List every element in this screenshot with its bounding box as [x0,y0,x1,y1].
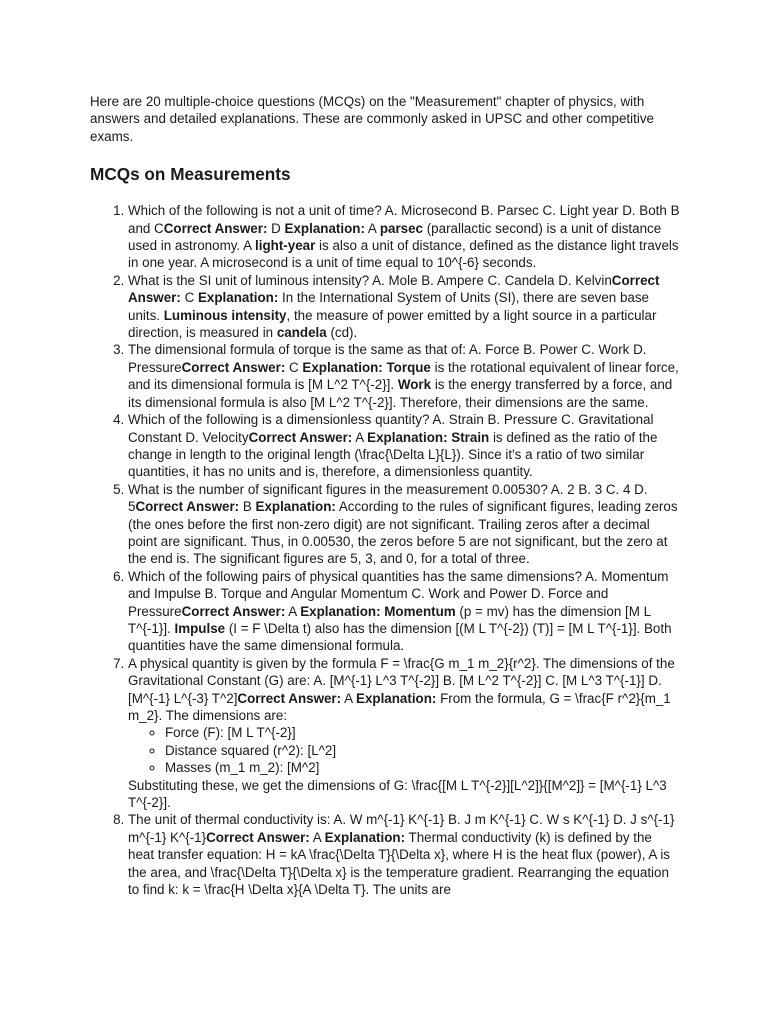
correct-answer-value: A [352,429,368,445]
section-heading: MCQs on Measurements [90,164,291,185]
explanation-text: In the International System of Units (SI), there are seven base units. [128,290,649,323]
correct-answer-value: A [341,690,357,706]
explanation-label: Explanation: [255,499,336,515]
correct-answer-label: Correct Answer: [128,272,660,306]
question-item [128,411,680,481]
keyword: light-year [255,238,316,254]
question-text: Which of the following pairs of physical quantities has the same dimensions? A. Momentum and Impulse B. Torque and Angular Momentum C. Work and Power D. Force and Pressure [128,568,669,619]
explanation-text: Thermal conductivity (k) is defined by the heat transfer equation: H = kA \frac{\Delta T}{\Delta x}, where H is the heat flux (power), A is the area, and \frac{\Delta T}{\Delta x} is the temperature gradient. Rearranging the equation to find k: k = \frac{H \Delta x}{A \Delta T}. The units are [128,829,670,898]
correct-answer-label: Correct Answer: [163,220,268,236]
correct-answer-value: C [180,290,198,306]
sub-list-item: ◦ Distance squared (r^2): [L^2] [165,742,680,759]
question-text: What is the number of significant figures in the measurement 0.00530? A. 2 B. 3 C. 4 D. 5 [128,481,648,515]
question-item [128,481,680,568]
explanation-text: , the measure of power emitted by a light source in a particular direction, is measured in [128,307,657,341]
question-item [128,568,680,655]
question-item [128,655,680,812]
question-text: The dimensional formula of torque is the same as that of: A. Force B. Power C. Work D. Pressure [128,342,647,375]
explanation-text: is the energy transferred by a force, and its dimensional formula is also [M L^2 T^{-2}]. Therefore, their dimensions are the same. [128,377,673,410]
correct-answer-label: Correct Answer: [135,499,240,515]
explanation-label: Explanation: [356,690,437,706]
question-text: The unit of thermal conductivity is: A. W m^{-1} K^{-1} B. J m K^{-1} C. W s K^{-1} D. J s^{-1} m^{-1} K^{-1} [128,812,675,845]
sub-list [128,724,680,776]
correct-answer-label: Correct Answer: [248,429,353,445]
question-text: A physical quantity is given by the formula F = \frac{G m_1 m_2}{r^2}. The dimensions of the Gravitational Constant (G) are: A. [M^{-1} L^3 T^{-2}] B. [M L^2 T^{-2}] C. [M L^3 T^{-1}] D. [M^{-1} L^{-3} T^2] [128,655,675,706]
question-item [128,202,680,272]
explanation-text: is defined as the ratio of the change in length to the original length (\frac{\Delta L}{L}). Since it's a ratio of two similar quantities, it has no units and is, therefore, a dimensionless quantity. [128,429,658,480]
keyword: parsec [379,220,423,236]
keyword: Momentum [384,603,456,619]
explanation-continuation: Substituting these, we get the dimensions of G: \frac{[M L T^{-2}][L^2]}{[M^2]} = [M^{-1} L^3 T^{-2}]. [128,777,667,811]
mcq-list [90,202,680,898]
explanation-label: Explanation: [300,603,381,619]
explanation-text: is the rotational equivalent of linear force, and its dimensional formula is [M L^2 T^{-2}]. [128,359,679,393]
correct-answer-label: Correct Answer: [237,690,342,706]
question-item [128,341,680,411]
keyword: Luminous intensity [163,307,287,323]
correct-answer-label: Correct Answer: [206,829,310,845]
sub-list-item: ◦ Force (F): [M L T^{-2}] [165,724,680,741]
explanation-text: (cd). [326,325,358,341]
correct-answer-value: D [267,220,285,236]
question-text: Which of the following is a dimensionless quantity? A. Strain B. Pressure C. Gravitational Constant D. Velocity [128,412,654,445]
keyword: Work [397,377,432,393]
intro-paragraph: Here are 20 multiple-choice questions (MCQs) on the "Measurement" chapter of physics, with answers and detailed explanations. These are commonly asked in UPSC and other competitive exams. [90,94,654,144]
correct-answer-value: C [285,359,303,375]
explanation-label: Explanation: [197,290,279,306]
explanation-text: A [364,220,380,236]
correct-answer-label: Correct Answer: [181,603,286,619]
question-text: What is the SI unit of luminous intensity? A. Mole B. Ampere C. Candela D. Kelvin [128,272,612,288]
explanation-label: Explanation: [324,829,406,845]
explanation-text: According to the rules of significant figures, leading zeros (the ones before the first non-zero digit) are not significant. Trailing zeros after a decimal point are significant. Thus, in 0.00530, the zeros before 5 are not significant, but the zero at the end is. The significant figures are 5, 3, and 0, for a total of three. [128,499,678,567]
keyword: candela [276,325,327,341]
correct-answer-value: A [285,603,301,619]
question-text: Which of the following is not a unit of time? A. Microsecond B. Parsec C. Light year D. Both B and C [128,203,680,236]
explanation-label: Explanation: [284,220,365,236]
document-page [90,93,680,898]
question-item [128,272,680,342]
sub-list-item: ◦ Masses (m_1 m_2): [M^2] [165,759,680,776]
correct-answer-label: Correct Answer: [181,359,286,375]
question-item [128,811,680,898]
explanation-label: Explanation: [302,359,383,375]
keyword: Impulse [174,620,226,636]
keyword: Strain [451,429,490,445]
explanation-text: From the formula, G = \frac{F r^2}{m_1 m_2}. The dimensions are: [128,690,671,723]
explanation-text: (p = mv) has the dimension [M L T^{-1}]. [128,603,651,636]
explanation-text: (parallactic second) is a unit of distance used in astronomy. A [128,220,662,254]
correct-answer-value: B [239,499,256,515]
explanation-text: is also a unit of distance, defined as the distance light travels in one year. A microsecond is a unit of time equal to 10^{-6} seconds. [128,238,679,271]
explanation-label: Explanation: [367,429,448,445]
correct-answer-value: A [309,829,325,845]
keyword: Torque [386,359,431,375]
explanation-text: (I = F \Delta t) also has the dimension [(M L T^{-2}) (T)] = [M L T^{-1}]. Both quantities have the same dimensional formula. [128,620,672,654]
